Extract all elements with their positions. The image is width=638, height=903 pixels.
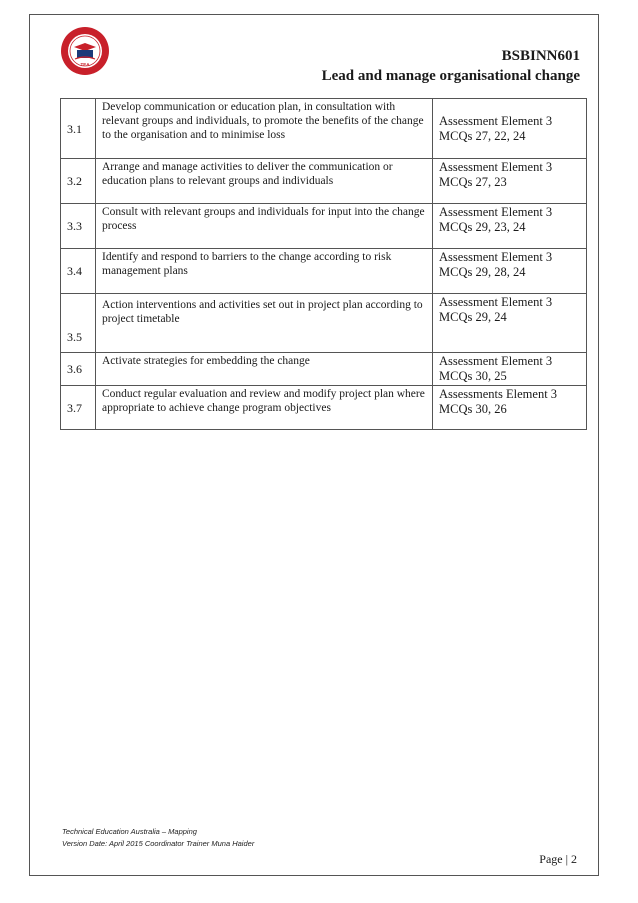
table-row (61, 386, 587, 430)
row-number: 3.3 (61, 204, 96, 249)
row-reference: Assessment Element 3 MCQs 29, 28, 24 (433, 249, 587, 294)
footer-line-version: Version Date: April 2015 Coordinator Trainer Muna Haider (62, 839, 255, 848)
row-number: 3.7 (61, 386, 96, 430)
row-reference: Assessment Element 3 MCQs 29, 24 (433, 294, 587, 353)
row-number: 3.4 (61, 249, 96, 294)
row-description: Consult with relevant groups and individuals for input into the change process (96, 204, 433, 249)
unit-title: Lead and manage organisational change (321, 68, 580, 84)
row-reference: Assessment Element 3 MCQs 27, 23 (433, 159, 587, 204)
row-reference: Assessment Element 3 MCQs 29, 23, 24 (433, 204, 587, 249)
table-row (61, 294, 587, 353)
row-description: Activate strategies for embedding the change (96, 353, 433, 386)
document-header (322, 46, 580, 86)
logo-abbr: TEA (80, 62, 90, 67)
footer-note (62, 826, 254, 850)
row-description: Action interventions and activities set out in project plan according to project timetable (96, 294, 433, 353)
row-reference: Assessment Element 3 MCQs 30, 25 (433, 353, 587, 386)
row-number: 3.1 (61, 99, 96, 159)
table-row (61, 249, 587, 294)
row-description: Conduct regular evaluation and review and modify project plan where appropriate to achieve change program objectives (96, 386, 433, 430)
row-number: 3.5 (61, 294, 96, 353)
row-reference: Assessments Element 3 MCQs 30, 26 (433, 386, 587, 430)
row-number: 3.2 (61, 159, 96, 204)
unit-code: BSBINN601 (501, 48, 580, 64)
table-row (61, 159, 587, 204)
row-reference: Assessment Element 3 MCQs 27, 22, 24 (433, 99, 587, 159)
row-description: Identify and respond to barriers to the change according to risk management plans (96, 249, 433, 294)
footer-line-mapping: Technical Education Australia – Mapping (62, 827, 197, 836)
row-number: 3.6 (61, 353, 96, 386)
table-row (61, 353, 587, 386)
page-number: Page | 2 (539, 852, 577, 866)
table-row (61, 204, 587, 249)
table-row (61, 99, 587, 159)
mapping-table (60, 98, 587, 430)
tea-logo (60, 26, 110, 76)
row-description: Develop communication or education plan, in consultation with relevant groups and individuals, to promote the benefits of the change to the organisation and to minimise loss (96, 99, 433, 159)
row-description: Arrange and manage activities to deliver the communication or education plans to relevant groups and individuals (96, 159, 433, 204)
